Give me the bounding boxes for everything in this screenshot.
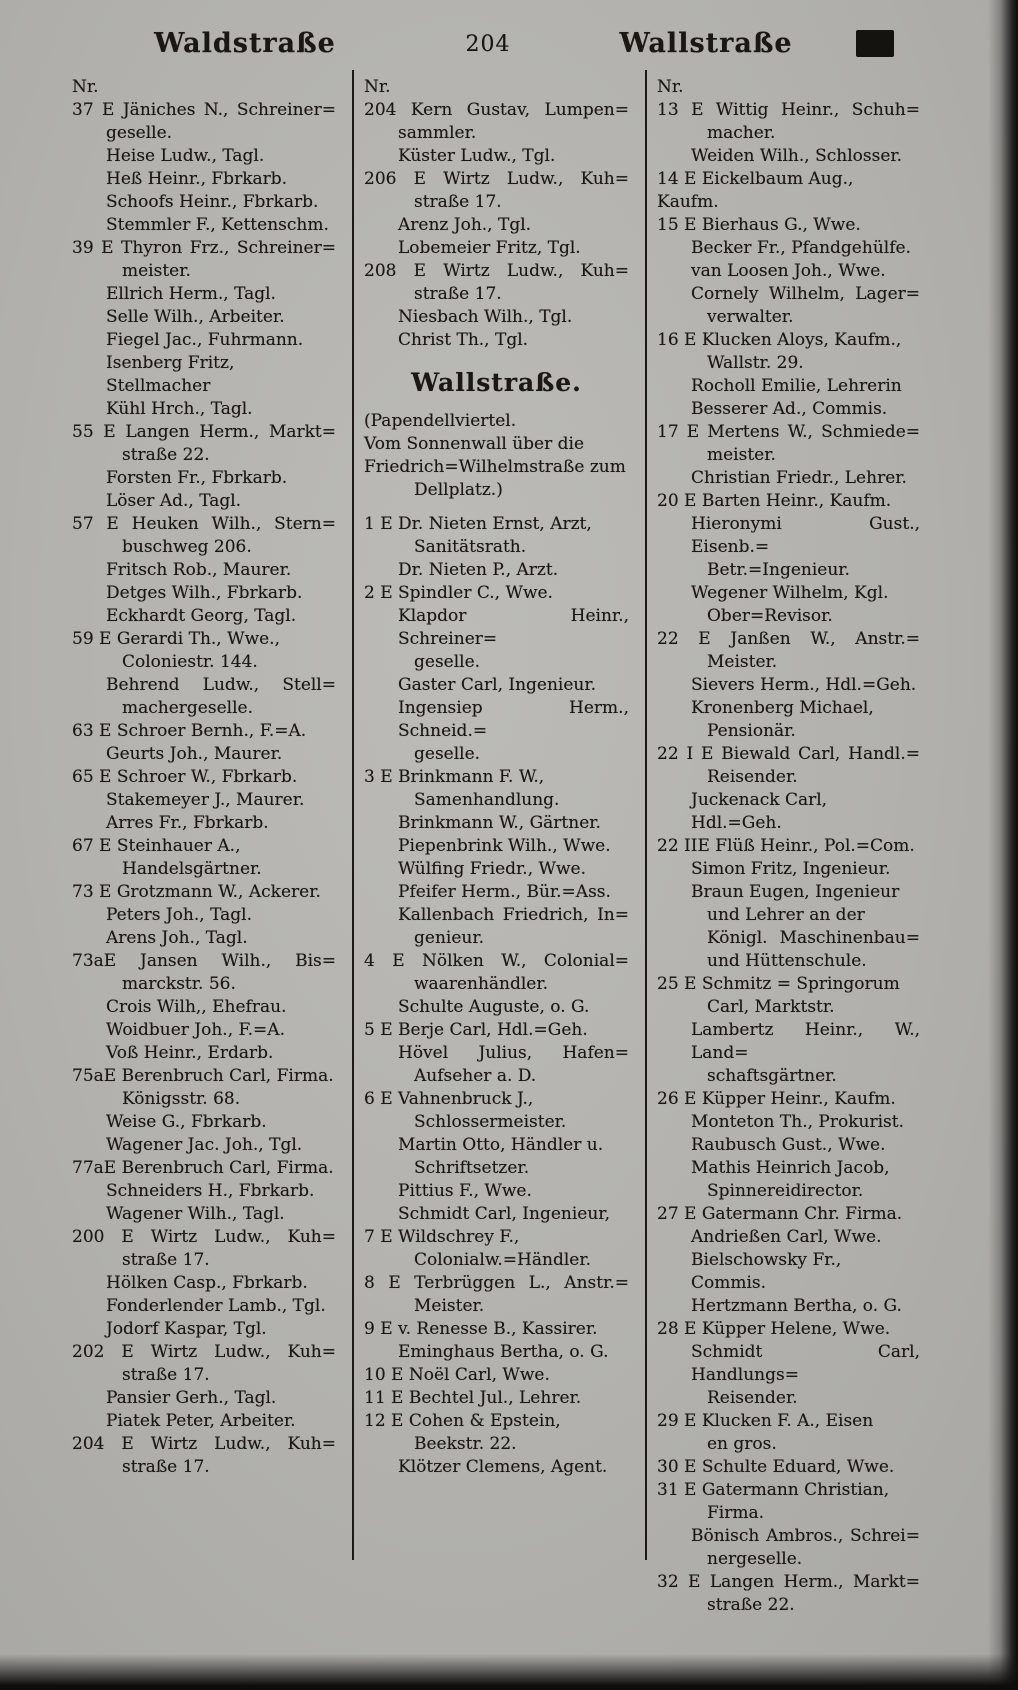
column-wallstrasse <box>645 76 948 1617</box>
entry-line: Dellplatz.) <box>414 480 503 500</box>
entry-line: verwalter. <box>707 307 794 327</box>
entry-line: Schmidt Carl, Ingenieur, <box>398 1204 610 1224</box>
entry-line: 26 E Küpper Heinr., Kaufm. <box>657 1089 896 1109</box>
entry-line: und Lehrer an der <box>707 905 865 925</box>
entry-line: Andrießen Carl, Wwe. <box>691 1227 882 1247</box>
entry-line: waarenhändler. <box>414 974 549 994</box>
entry-line: marckstr. 56. <box>122 974 236 994</box>
scan-edge-right <box>988 0 1018 1690</box>
entry-line: Coloniestr. 144. <box>122 652 258 672</box>
entry-line: Schoofs Heinr., Fbrkarb. <box>106 192 319 212</box>
entry-line: 13 E Wittig Heinr., Schuh= <box>657 100 920 120</box>
entry-line: Geurts Joh., Maurer. <box>106 744 283 764</box>
entry-line: Wallstr. 29. <box>707 353 804 373</box>
entry-line: Behrend Ludw., Stell= <box>106 675 336 695</box>
entry-line: straße 17. <box>414 192 502 212</box>
entry-line: Firma. <box>707 1503 765 1523</box>
entry-line: 4 E Nölken W., Colonial= <box>364 951 629 971</box>
entry-line: Weise G., Fbrkarb. <box>106 1112 267 1132</box>
entry-line: 16 E Klucken Aloys, Kaufm., <box>657 330 902 350</box>
entry-line: Jodorf Kaspar, Tgl. <box>106 1319 267 1339</box>
entry-line: Piatek Peter, Arbeiter. <box>106 1411 296 1431</box>
entry-line: straße 22. <box>707 1595 795 1615</box>
entry-line: 204 E Wirtz Ludw., Kuh= <box>72 1434 336 1454</box>
entry-line: 67 E Steinhauer A., <box>72 836 241 856</box>
entry-line: Kühl Hrch., Tagl. <box>106 399 253 419</box>
entry-line: Lobemeier Fritz, Tgl. <box>398 238 581 258</box>
entry-line: Fritsch Rob., Maurer. <box>106 560 292 580</box>
entry-line: Schriftsetzer. <box>414 1158 530 1178</box>
entry-line: 75aE Berenbruch Carl, Firma. <box>72 1066 334 1086</box>
entry-line: 30 E Schulte Eduard, Wwe. <box>657 1457 895 1477</box>
entry-line: Pansier Gerh., Tagl. <box>106 1388 277 1408</box>
entry-line: 59 E Gerardi Th., Wwe., <box>72 629 280 649</box>
entry-line: Samenhandlung. <box>414 790 560 810</box>
entry-line: 39 E Thyron Frz., Schreiner= <box>72 238 336 258</box>
entry-line: straße 17. <box>414 284 502 304</box>
entry-line: Ober=Revisor. <box>707 606 833 626</box>
entry-line: 31 E Gatermann Christian, <box>657 1480 890 1500</box>
entry-line: Eckhardt Georg, Tagl. <box>106 606 297 626</box>
entry-line: Arres Fr., Fbrkarb. <box>106 813 269 833</box>
entry-line: 20 E Barten Heinr., Kaufm. <box>657 491 892 511</box>
entry-line: van Loosen Joh., Wwe. <box>691 261 886 281</box>
entry-line: Woidbuer Joh., F.=A. <box>106 1020 285 1040</box>
entry-line: Raubusch Gust., Wwe. <box>691 1135 886 1155</box>
entry-line: 11 E Bechtel Jul., Lehrer. <box>364 1388 582 1408</box>
column-middle <box>352 76 645 1479</box>
entry-line: 57 E Heuken Wilh., Stern= <box>72 514 336 534</box>
entry-line: schaftsgärtner. <box>707 1066 837 1086</box>
entry-line: Schlossermeister. <box>414 1112 567 1132</box>
entry-line: 202 E Wirtz Ludw., Kuh= <box>72 1342 336 1362</box>
entry-line: Reisender. <box>707 767 798 787</box>
entry-line: Klapdor Heinr., Schreiner= <box>398 606 629 649</box>
entry-line: geselle. <box>414 652 481 672</box>
entry-line: Vom Sonnenwall über die <box>364 434 585 454</box>
entry-line: 204 Kern Gustav, Lumpen= <box>364 100 629 120</box>
entry-line: Reisender. <box>707 1388 798 1408</box>
entry-line: 208 E Wirtz Ludw., Kuh= <box>364 261 629 281</box>
entry-line: nergeselle. <box>707 1549 803 1569</box>
entry-line: 3 E Brinkmann F. W., <box>364 767 545 787</box>
entry-line: Nr. <box>657 77 684 97</box>
entry-line: Weiden Wilh., Schlosser. <box>691 146 903 166</box>
column-waldstrasse-continued <box>62 76 352 1479</box>
entry-line: Piepenbrink Wilh., Wwe. <box>398 836 611 856</box>
entry-line: und Hüttenschule. <box>707 951 867 971</box>
entry-line: Pittius F., Wwe. <box>398 1181 532 1201</box>
entry-line: Bönisch Ambros., Schrei= <box>691 1526 920 1546</box>
entry-line: Ellrich Herm., Tagl. <box>106 284 276 304</box>
entry-line: 73aE Jansen Wilh., Bis= <box>72 951 336 971</box>
entry-line: Monteton Th., Prokurist. <box>691 1112 904 1132</box>
entry-line: Königl. Maschinenbau= <box>707 928 920 948</box>
entry-line: straße 17. <box>122 1457 210 1477</box>
entry-line: 7 E Wildschrey F., <box>364 1227 520 1247</box>
entry-line: Braun Eugen, Ingenieur <box>691 882 900 902</box>
entry-line: 65 E Schroer W., Fbrkarb. <box>72 767 298 787</box>
entry-line: Arenz Joh., Tgl. <box>398 215 532 235</box>
entry-line: straße 17. <box>122 1365 210 1385</box>
entry-line: macher. <box>707 123 776 143</box>
entry-line: Fiegel Jac., Fuhrmann. <box>106 330 304 350</box>
entry-line: 2 E Spindler C., Wwe. <box>364 583 553 603</box>
entry-line: Rocholl Emilie, Lehrerin <box>691 376 902 396</box>
entry-line: Kronenberg Michael, <box>691 698 874 718</box>
entry-line: Hieronymi Gust., Eisenb.= <box>691 514 920 557</box>
entry-line: 55 E Langen Herm., Markt= <box>72 422 336 442</box>
entry-line: Sanitätsrath. <box>414 537 527 557</box>
entry-line: 29 E Klucken F. A., Eisen <box>657 1411 874 1431</box>
entry-line: 22 IIE Flüß Heinr., Pol.=Com. <box>657 836 915 856</box>
entry-line: 17 E Mertens W., Schmiede= <box>657 422 920 442</box>
entry-line: Wülfing Friedr., Wwe. <box>398 859 587 879</box>
entry-line: Heß Heinr., Fbrkarb. <box>106 169 288 189</box>
street-heading: Wallstraße. <box>411 368 582 397</box>
entry-line: 15 E Bierhaus G., Wwe. <box>657 215 861 235</box>
entry-line: Martin Otto, Händler u. <box>398 1135 604 1155</box>
entry-line: 77aE Berenbruch Carl, Firma. <box>72 1158 334 1178</box>
entry-line: meister. <box>122 261 191 281</box>
entry-line: Stakemeyer J., Maurer. <box>106 790 305 810</box>
entry-line: 22 E Janßen W., Anstr.= <box>657 629 920 649</box>
entry-line: Hölken Casp., Fbrkarb. <box>106 1273 308 1293</box>
scan-ink-mark <box>856 30 894 57</box>
entry-line: Cornely Wilhelm, Lager= <box>691 284 920 304</box>
entry-line: Arens Joh., Tagl. <box>106 928 248 948</box>
entry-line: geselle. <box>414 744 481 764</box>
entry-line: Aufseher a. D. <box>414 1066 537 1086</box>
entry-line: geselle. <box>106 123 173 143</box>
entry-line: Simon Fritz, Ingenieur. <box>691 859 891 879</box>
entry-line: Schneiders H., Fbrkarb. <box>106 1181 315 1201</box>
entry-line: straße 17. <box>122 1250 210 1270</box>
entry-line: 37 E Jäniches N., Schreiner= <box>72 100 336 120</box>
entry-line: Bielschowsky Fr., Commis. <box>691 1250 842 1293</box>
entry-line: Gaster Carl, Ingenieur. <box>398 675 597 695</box>
entry-line: Schmidt Carl, Handlungs= <box>691 1342 920 1385</box>
entry-line: 63 E Schroer Bernh., F.=A. <box>72 721 307 741</box>
header-street-right: Wallstraße <box>619 28 793 59</box>
entry-line: Meister. <box>707 652 778 672</box>
entry-line: Klötzer Clemens, Agent. <box>398 1457 608 1477</box>
entry-line: 9 E v. Renesse B., Kassirer. <box>364 1319 598 1339</box>
entry-line: Küster Ludw., Tgl. <box>398 146 556 166</box>
entry-line: Friedrich=Wilhelmstraße zum <box>364 457 626 477</box>
entry-line: Eminghaus Bertha, o. G. <box>398 1342 609 1362</box>
entry-line: sammler. <box>398 123 477 143</box>
entry-line: 73 E Grotzmann W., Ackerer. <box>72 882 321 902</box>
entry-line: Besserer Ad., Commis. <box>691 399 888 419</box>
entry-line: machergeselle. <box>122 698 253 718</box>
entry-line: Pensionär. <box>707 721 796 741</box>
entry-line: Voß Heinr., Erdarb. <box>106 1043 274 1063</box>
entry-line: Wagener Wilh., Tagl. <box>106 1204 285 1224</box>
entry-line: 27 E Gatermann Chr. Firma. <box>657 1204 903 1224</box>
entry-line: 6 E Vahnenbruck J., <box>364 1089 534 1109</box>
entry-line: Carl, Marktstr. <box>707 997 835 1017</box>
header-street-left: Waldstraße <box>154 28 336 59</box>
entry-line: Isenberg Fritz, Stellmacher <box>106 353 235 396</box>
entry-line: buschweg 206. <box>122 537 252 557</box>
entry-line: Colonialw.=Händler. <box>414 1250 592 1270</box>
entry-line: Heise Ludw., Tagl. <box>106 146 265 166</box>
entry-line: Forsten Fr., Fbrkarb. <box>106 468 288 488</box>
entry-line: Spinnereidirector. <box>707 1181 864 1201</box>
entry-line: Becker Fr., Pfandgehülfe. <box>691 238 911 258</box>
entry-line: Hertzmann Bertha, o. G. <box>691 1296 902 1316</box>
entry-line: Hövel Julius, Hafen= <box>398 1043 629 1063</box>
entry-line: Handelsgärtner. <box>122 859 262 879</box>
entry-line: Schulte Auguste, o. G. <box>398 997 590 1017</box>
entry-line: 200 E Wirtz Ludw., Kuh= <box>72 1227 336 1247</box>
entry-line: 25 E Schmitz = Springorum <box>657 974 900 994</box>
columns-container <box>62 76 948 1617</box>
entry-line: meister. <box>707 445 776 465</box>
entry-line: Meister. <box>414 1296 485 1316</box>
entry-line: Betr.=Ingenieur. <box>707 560 850 580</box>
entry-line: Lambertz Heinr., W., Land= <box>691 1020 920 1063</box>
entry-line: 10 E Noël Carl, Wwe. <box>364 1365 550 1385</box>
scan-edge-bottom <box>0 1654 1018 1690</box>
entry-line: Sievers Herm., Hdl.=Geh. <box>691 675 917 695</box>
entry-line: Crois Wilh,, Ehefrau. <box>106 997 287 1017</box>
entry-line: Wegener Wilhelm, Kgl. <box>691 583 889 603</box>
entry-line: genieur. <box>414 928 485 948</box>
entry-line: Selle Wilh., Arbeiter. <box>106 307 285 327</box>
entry-line: Stemmler F., Kettenschm. <box>106 215 329 235</box>
entry-line: 206 E Wirtz Ludw., Kuh= <box>364 169 629 189</box>
entry-line: en gros. <box>707 1434 777 1454</box>
entry-line: 28 E Küpper Helene, Wwe. <box>657 1319 891 1339</box>
entry-line: Mathis Heinrich Jacob, <box>691 1158 890 1178</box>
entry-line: 1 E Dr. Nieten Ernst, Arzt, <box>364 514 592 534</box>
entry-line: Kallenbach Friedrich, In= <box>398 905 629 925</box>
entry-line: Christ Th., Tgl. <box>398 330 529 350</box>
entry-line: Dr. Nieten P., Arzt. <box>398 560 559 580</box>
entry-line: Löser Ad., Tagl. <box>106 491 242 511</box>
entry-line: Niesbach Wilh., Tgl. <box>398 307 573 327</box>
entry-line: Juckenack Carl, Hdl.=Geh. <box>691 790 828 833</box>
entry-line: Fonderlender Lamb., Tgl. <box>106 1296 326 1316</box>
entry-line: Wagener Jac. Joh., Tgl. <box>106 1135 303 1155</box>
entry-line: Nr. <box>364 77 391 97</box>
entry-line: 12 E Cohen & Epstein, <box>364 1411 561 1431</box>
entry-line: Christian Friedr., Lehrer. <box>691 468 907 488</box>
entry-line: Brinkmann W., Gärtner. <box>398 813 601 833</box>
entry-line: Pfeifer Herm., Bür.=Ass. <box>398 882 611 902</box>
entry-line: Beekstr. 22. <box>414 1434 517 1454</box>
entry-line: 8 E Terbrüggen L., Anstr.= <box>364 1273 629 1293</box>
entry-line: Ingensiep Herm., Schneid.= <box>398 698 629 741</box>
column-gap <box>364 502 629 513</box>
entry-line: Nr. <box>72 77 99 97</box>
entry-line: Detges Wilh., Fbrkarb. <box>106 583 303 603</box>
entry-line: Königsstr. 68. <box>122 1089 241 1109</box>
entry-line: 32 E Langen Herm., Markt= <box>657 1572 920 1592</box>
page-number: 204 <box>465 32 511 57</box>
entry-line: Peters Joh., Tagl. <box>106 905 252 925</box>
entry-line: (Papendellviertel. <box>364 411 517 431</box>
entry-line: 14 E Eickelbaum Aug., Kaufm. <box>657 169 854 212</box>
entry-line: 22 I E Biewald Carl, Handl.= <box>657 744 920 764</box>
entry-line: 5 E Berje Carl, Hdl.=Geh. <box>364 1020 588 1040</box>
entry-line: straße 22. <box>122 445 210 465</box>
